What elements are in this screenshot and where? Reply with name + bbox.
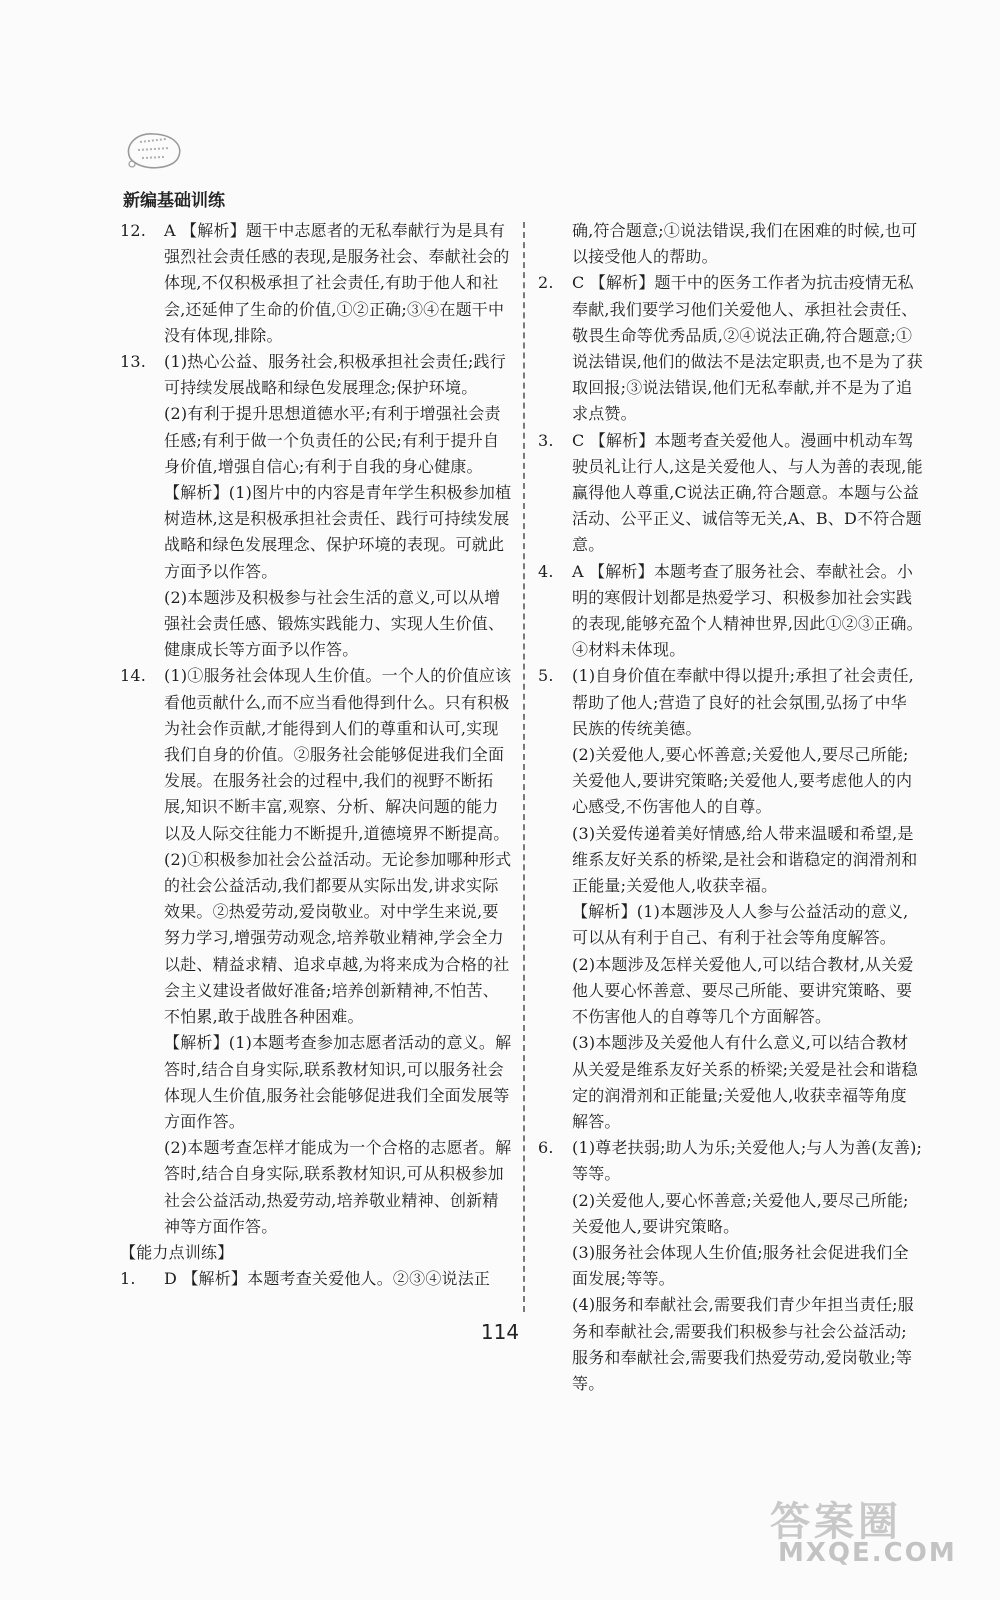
answer-number: 1. [120,1269,136,1289]
answer-entry-12 [120,218,512,349]
stamp-logo-icon [122,128,186,172]
page-number: 114 [480,1320,520,1344]
watermark [730,1490,970,1570]
answer-number: 14. [120,666,147,686]
section-title: 新编基础训练 [123,191,225,211]
answer-number: 12. [120,221,147,240]
left-column [120,218,512,1292]
answer-number: 6. [538,1138,554,1158]
analysis-paragraph: 【解析】(1)本题涉及人人参与公益活动的意义,可以从有利于自己、有利于社会等角度解答。 [572,902,909,948]
column-divider [523,222,525,1312]
answer-paragraph: (2)关爱他人,要心怀善意;关爱他人,要尽己所能;关爱他人,要讲究策略。 [572,1190,909,1236]
answer-number: 5. [538,666,554,686]
answer-continuation: 确,符合题意;①说法错误,我们在困难的时候,也可以接受他人的帮助。 [572,221,918,267]
watermark-main: 答案圈 [770,1499,902,1545]
subsection-heading: 【能力点训练】 [120,1242,234,1262]
answer-text: (1)自身价值在奉献中得以提升;承担了社会责任,帮助了他人;营造了良好的社会氛围,弘扬了中华民族的传统美德。 [572,666,914,738]
analysis-paragraph: (3)本题涉及关爱他人有什么意义,可以结合教材从关爱是维系友好关系的桥梁;关爱是社会和谐稳定的润滑剂和正能量;关爱他人,收获幸福等角度解答。 [572,1033,918,1131]
answer-paragraph: (2)①积极参加社会公益活动。无论参加哪种形式的社会公益活动,我们都要从实际出发,讲求实际效果。②热爱劳动,爱岗敬业。对中学生来说,要努力学习,增强劳动观念,培养敬业精神,学会全力以赴、精益求精、追求卓越,为将来成为合格的社会主义建设者做好准备;培养创新精神,不怕苦、不怕累,敢于战胜各种困难。 [164,849,512,1027]
answer-entry-6 [538,1135,923,1187]
watermark-sub: MXQE.COM [778,1538,957,1568]
answer-paragraph: (2)有利于提升思想道德水平;有利于增强社会责任感;有利于做一个负责任的公民;有利于提升自身价值,增强自信心;有利于自我的身心健康。 [164,404,501,476]
analysis-paragraph: (2)本题涉及怎样关爱他人,可以结合教材,从关爱他人要心怀善意、要尽己所能、要讲究策略、要不伤害他人的自尊等几个方面解答。 [572,954,914,1027]
answer-number: 4. [538,561,554,581]
analysis-paragraph: (2)本题涉及积极参与社会生活的意义,可以从增强社会责任感、锻炼实践能力、实现人生价值、健康成长等方面予以作答。 [164,587,505,660]
answer-text: (1)热心公益、服务社会,积极承担社会责任;践行可持续发展战略和绿色发展理念;保护环境。 [164,352,506,398]
answer-paragraph: (4)服务和奉献社会,需要我们青少年担当责任;服务和奉献社会,需要我们积极参与社会公益活动;服务和奉献社会,需要我们热爱劳动,爱岗敬业;等等。 [572,1295,914,1393]
answer-paragraph: (3)服务社会体现人生价值;服务社会促进我们全面发展;等等。 [572,1242,909,1289]
answer-entry-2 [538,270,923,427]
answer-text: A 【解析】本题考查了服务社会、奉献社会。小明的寒假计划都是热爱学习、积极参加社会实践的表现,能够充盈个人精神世界,因此①②③正确。④材料未体现。 [572,561,923,660]
answer-text: (1)尊老扶弱;助人为乐;关爱他人;与人为善(友善);等等。 [572,1138,923,1184]
answer-entry-14 [120,663,512,846]
answer-entry-3 [538,428,923,559]
analysis-paragraph: (2)本题考查怎样才能成为一个合格的志愿者。解答时,结合自身实际,联系教材知识,可从积极参加社会公益活动,热爱劳动,培养敬业精神、创新精神等方面作答。 [164,1138,512,1236]
answer-entry-5 [538,663,923,742]
answer-text: (1)①服务社会体现人生价值。一个人的价值应该看他贡献什么,而不应当看他得到什么。只有积极为社会作贡献,才能得到人们的尊重和认可,实现我们自身的价值。②服务社会能够促进我们全面发展。在服务社会的过程中,我们的视野不断拓展,知识不断丰富,观察、分析、解决问题的能力以及人际交往能力不断提升,道德境界不断提高。 [164,666,512,843]
answer-paragraph: (3)关爱传递着美好情感,给人带来温暖和希望,是维系友好关系的桥梁,是社会和谐稳定的润滑剂和正能量;关爱他人,收获幸福。 [572,823,918,896]
answer-number: 13. [120,352,147,372]
answer-text: C 【解析】本题考查关爱他人。漫画中机动车驾驶员礼让行人,这是关爱他人、与人为善的表现,能赢得他人尊重,C说法正确,符合题意。本题与公益活动、公平正义、诚信等无关,A、B、D不符合题意。 [572,430,923,555]
answer-entry-4 [538,559,923,664]
answer-number: 3. [538,430,554,450]
right-column [538,218,923,1397]
answer-text: C 【解析】题干中的医务工作者为抗击疫情无私奉献,我们要学习他们关爱他人、承担社会责任、敬畏生命等优秀品质,②④说法正确,符合题意;①说法错误,他们的做法不是法定职责,也不是为了获取回报;③说法错误,他们无私奉献,并不是为了追求点赞。 [572,273,923,424]
answer-number: 2. [538,273,554,293]
answer-paragraph: (2)关爱他人,要心怀善意;关爱他人,要尽己所能;关爱他人,要讲究策略;关爱他人,要考虑他人的内心感受,不伤害他人的自尊。 [572,745,913,817]
answer-text: A 【解析】题干中志愿者的无私奉献行为是具有强烈社会责任感的表现,是服务社会、奉献社会的体现,不仅积极承担了社会责任,有助于他人和社会,还延伸了生命的价值,①②正确;③④在题干中没有体现,排除。 [164,221,510,345]
answer-entry-1 [120,1266,512,1292]
answer-text: D 【解析】本题考查关爱他人。②③④说法正 [164,1269,491,1289]
analysis-paragraph: 【解析】(1)图片中的内容是青年学生积极参加植树造林,这是积极承担社会责任、践行可持续发展战略和绿色发展理念、保护环境的表现。可就此方面予以作答。 [164,483,512,581]
answer-entry-13 [120,349,512,401]
analysis-paragraph: 【解析】(1)本题考查参加志愿者活动的意义。解答时,结合自身实际,联系教材知识,可以服务社会体现人生价值,服务社会能够促进我们全面发展等方面作答。 [164,1033,512,1131]
